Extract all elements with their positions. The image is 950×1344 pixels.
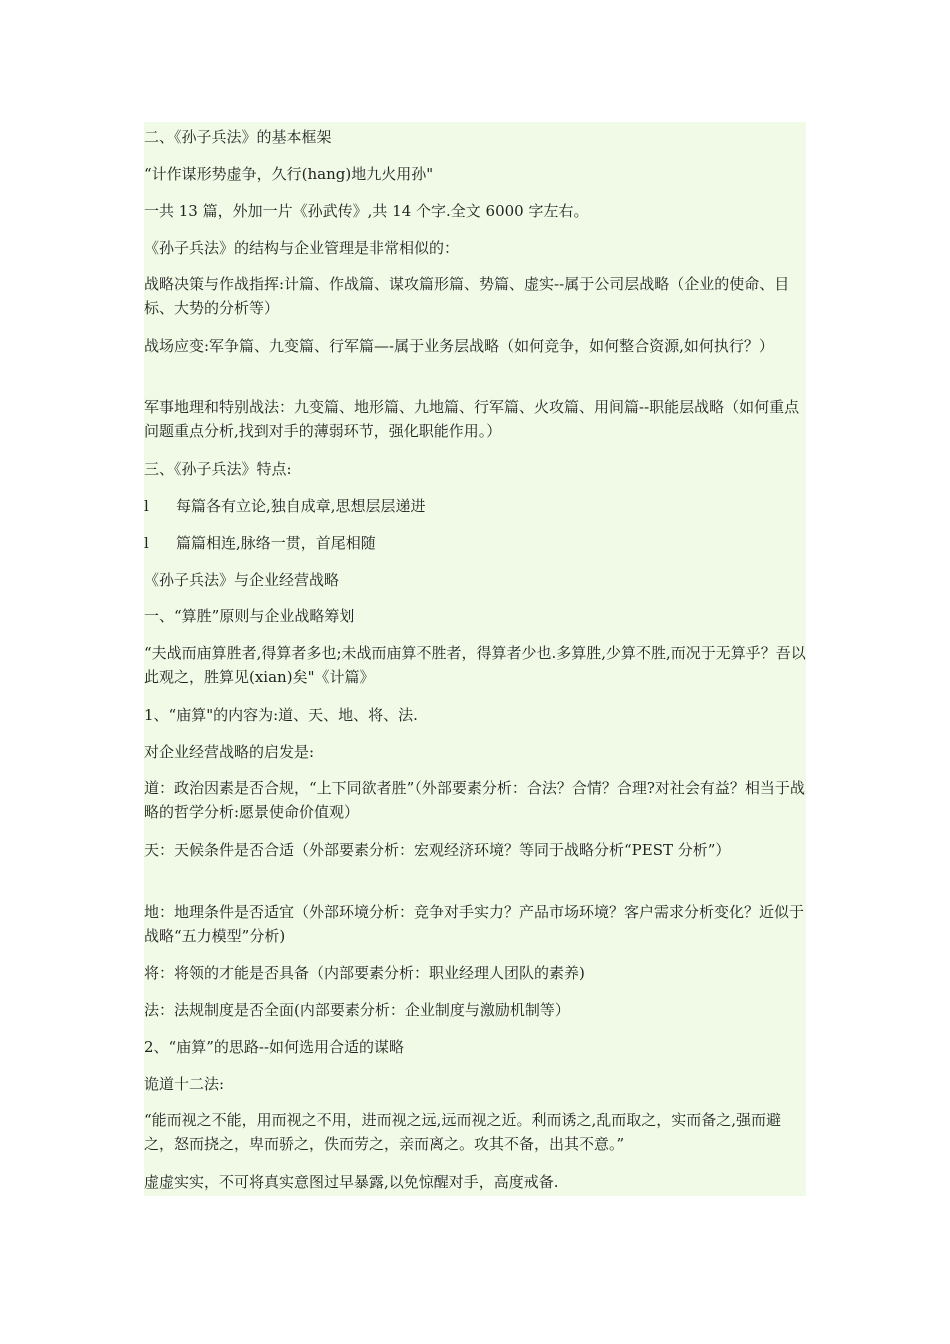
- quote-paragraph: “夫战而庙算胜者,得算者多也;未战而庙算不胜者，得算者少也.多算胜,少算不胜,而况于无算乎？吾以此观之，胜算见(xian)矣"《计篇》: [144, 644, 806, 686]
- paragraph: 对企业经营战略的启发是:: [144, 743, 315, 761]
- paragraph: 诡道十二法:: [144, 1075, 225, 1093]
- paragraph: “计作谋形势虚争，久行(hang)地九火用孙": [144, 165, 434, 183]
- section-heading: 2、“庙算”的思路--如何选用合适的谋略: [144, 1038, 405, 1056]
- bullet-marker: l: [144, 534, 149, 552]
- document-body: [144, 122, 806, 1196]
- paragraph: 虚虚实实，不可将真实意图过早暴露,以免惊醒对手，高度戒备.: [144, 1173, 559, 1191]
- section-heading: 三、《孙子兵法》特点:: [144, 460, 292, 478]
- bullet-item: [144, 531, 806, 555]
- section-heading: 一、“算胜”原则与企业战略筹划: [144, 607, 355, 625]
- quote-paragraph: “能而视之不能，用而视之不用，进而视之远,远而视之近。利而诱之,乱而取之，实而备之,强而避之，怒而挠之，卑而骄之，佚而劳之，亲而离之。攻其不备，出其不意。”: [144, 1111, 781, 1153]
- paragraph: 将：将领的才能是否具备（内部要素分析：职业经理人团队的素养): [144, 964, 585, 982]
- paragraph: 1、“庙算"的内容为:道、天、地、将、法.: [144, 706, 418, 724]
- bullet-marker: l: [144, 497, 149, 515]
- paragraph: 战略决策与作战指挥:计篇、作战篇、谋攻篇形篇、势篇、虚实--属于公司层战略（企业的使命、目标、大势的分析等）: [144, 275, 790, 317]
- paragraph: 法：法规制度是否全面(内部要素分析：企业制度与激励机制等）: [144, 1001, 570, 1019]
- paragraph: 道：政治因素是否合规，“上下同欲者胜”（外部要素分析：合法？合情？合理?对社会有益？相当于战略的哲学分析:愿景使命价值观）: [144, 779, 805, 821]
- bullet-item: [144, 494, 806, 518]
- paragraph: 战场应变:军争篇、九变篇、行军篇—-属于业务层战略（如何竞争，如何整合资源,如何执行？）: [144, 337, 774, 355]
- paragraph: 《孙子兵法》的结构与企业管理是非常相似的：: [144, 239, 460, 257]
- paragraph: 一共 13 篇，外加一片《孙武传》,共 14 个字.全文 6000 字左右。: [144, 202, 589, 220]
- paragraph: 军事地理和特别战法：九变篇、地形篇、九地篇、行军篇、火攻篇、用间篇--职能层战略（如何重点问题重点分析,找到对手的薄弱环节，强化职能作用。）: [144, 398, 800, 440]
- section-heading: 二、《孙子兵法》的基本框架: [144, 128, 332, 146]
- section-heading: 《孙子兵法》与企业经营战略: [144, 571, 340, 589]
- paragraph: 地：地理条件是否适宜（外部环境分析：竞争对手实力？产品市场环境？客户需求分析变化？近似于战略“五力模型”分析): [144, 903, 805, 945]
- bullet-text: 篇篇相连,脉络一贯，首尾相随: [176, 534, 376, 552]
- bullet-text: 每篇各有立论,独自成章,思想层层递进: [176, 497, 426, 515]
- paragraph: 天：天候条件是否合适（外部要素分析：宏观经济环境？等同于战略分析“PEST 分析”）: [144, 841, 731, 859]
